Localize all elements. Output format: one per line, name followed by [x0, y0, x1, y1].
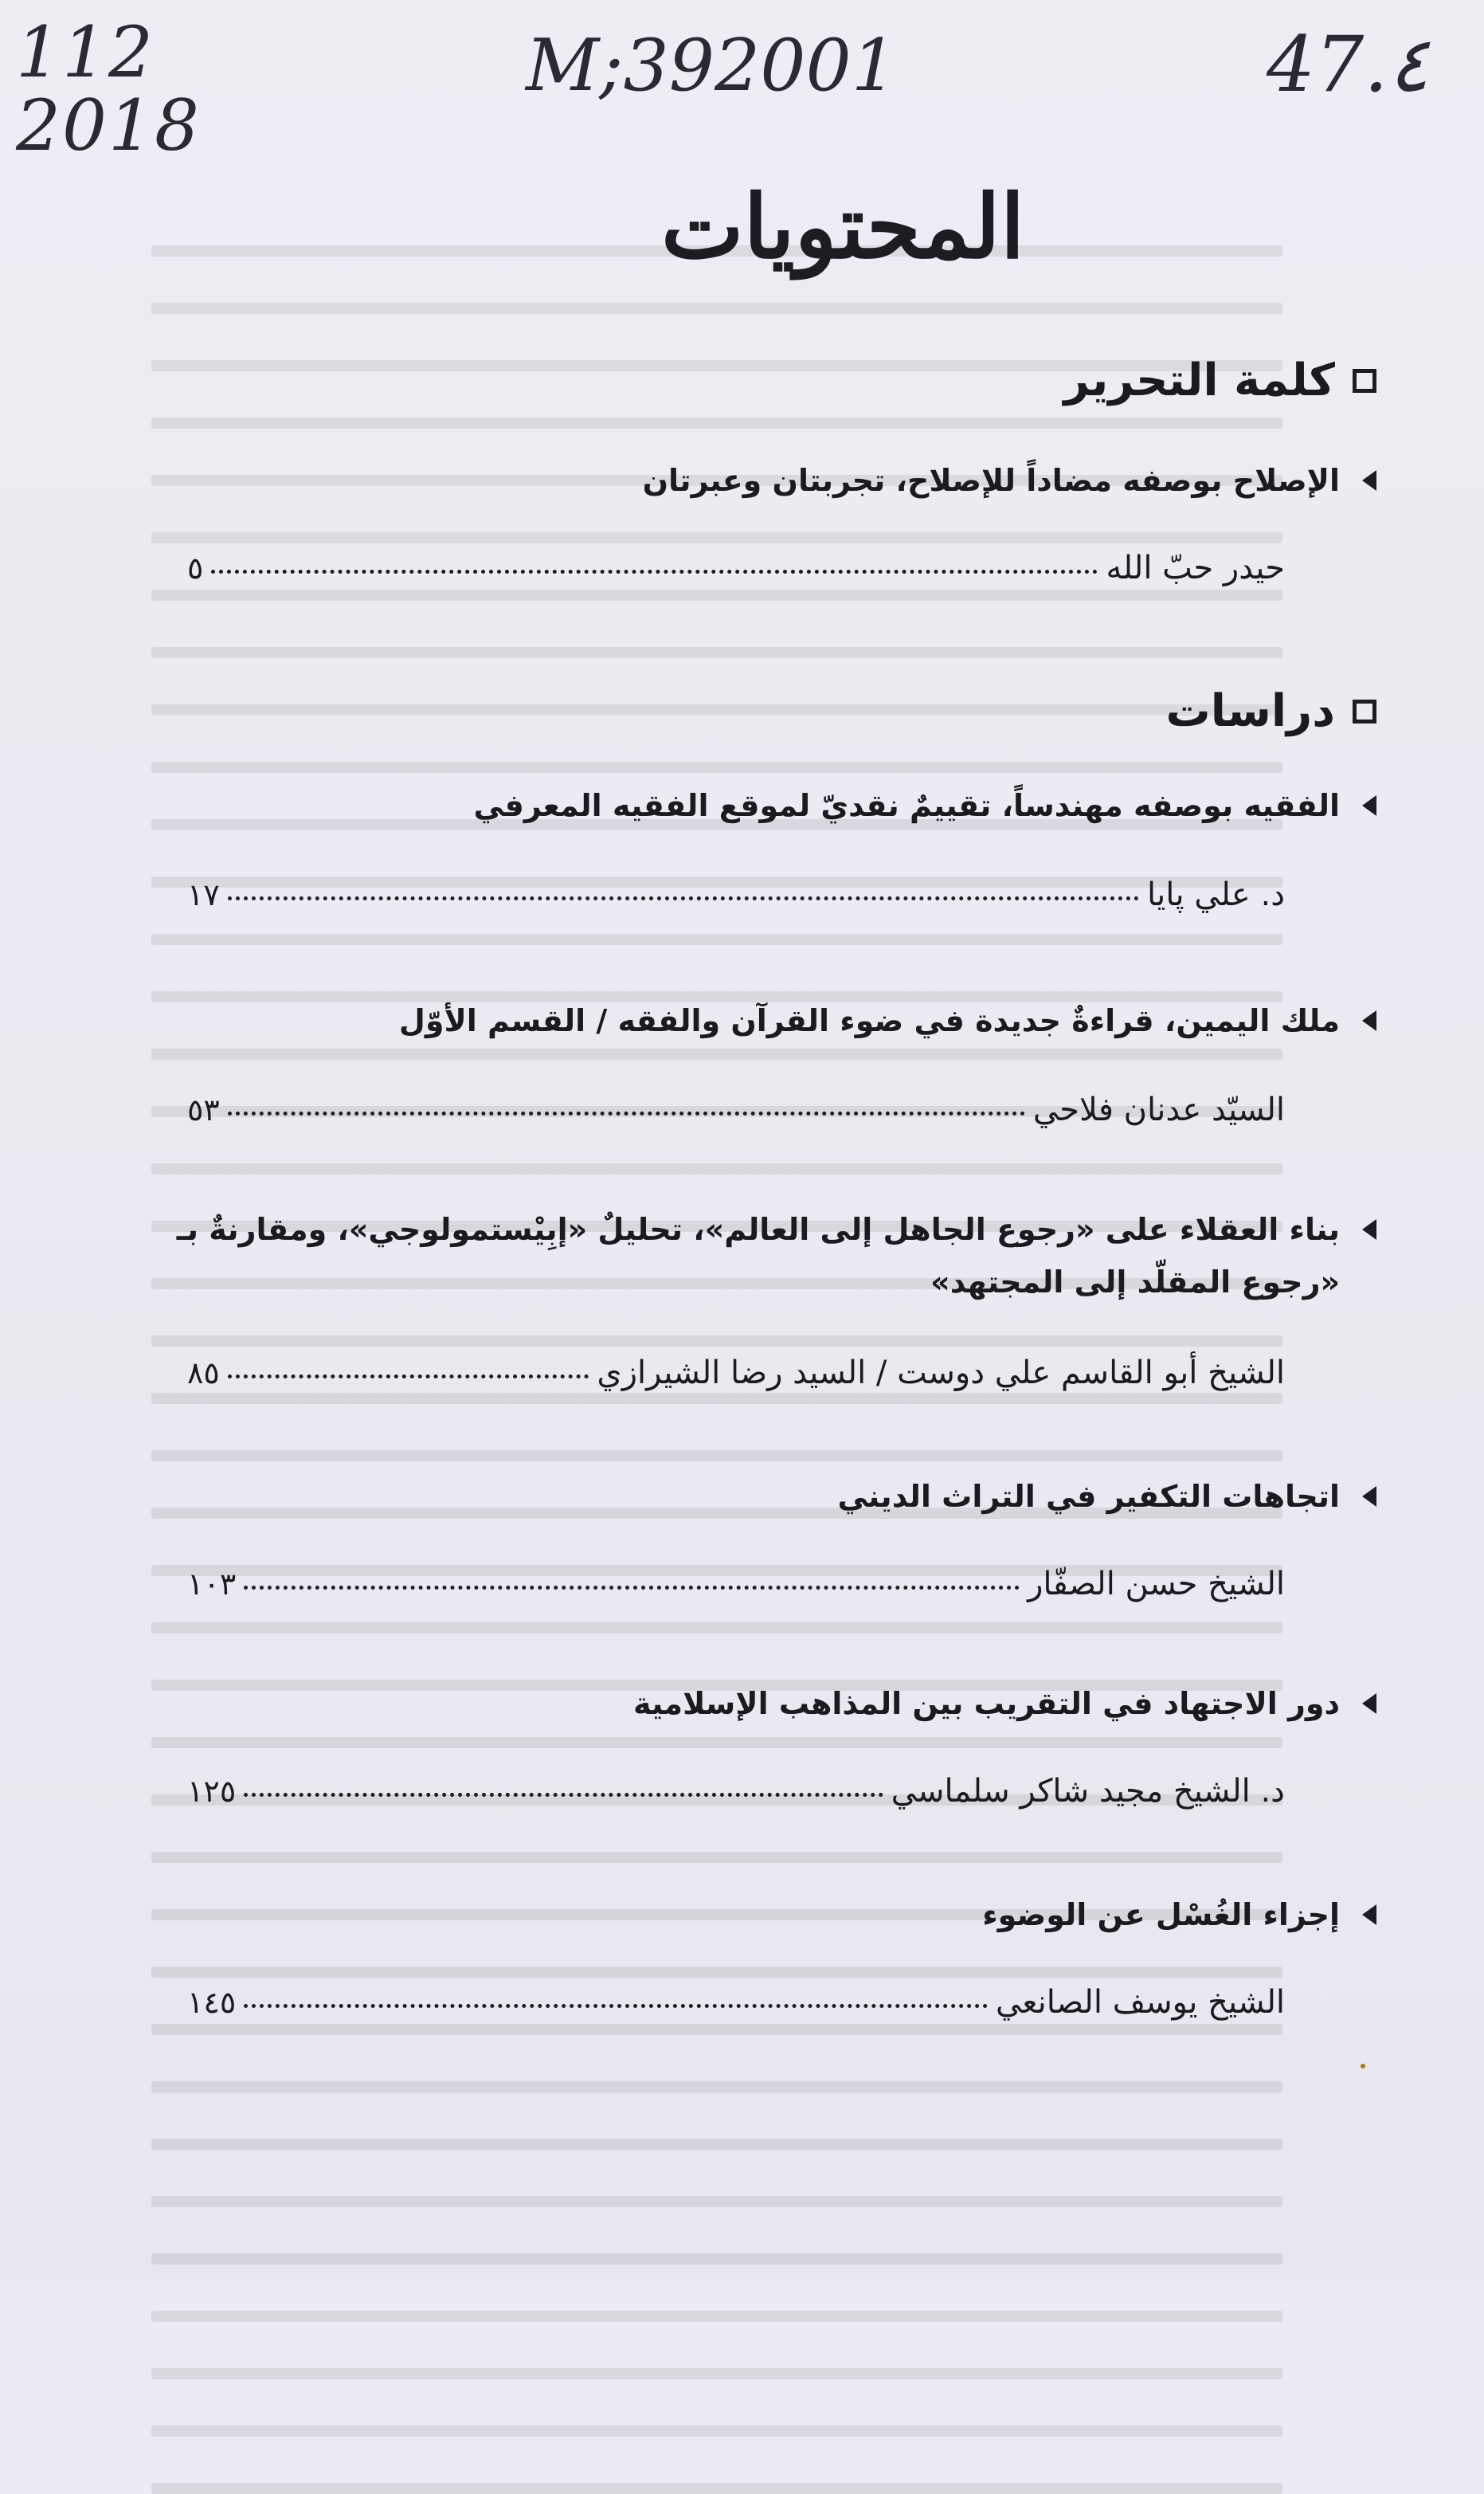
section-heading-editorial — [1063, 355, 1376, 406]
handwritten-catalog-number: M;392001 — [526, 24, 898, 108]
page-number: ٥ — [187, 551, 204, 586]
dot-leader — [228, 896, 1139, 900]
article-title: دور الاجتهاد في التقريب بين المذاهب الإسلامية — [633, 1686, 1340, 1721]
toc-author-line — [187, 550, 1285, 586]
toc-author-line — [187, 1566, 1285, 1602]
triangle-bullet-icon — [1362, 1486, 1376, 1507]
triangle-bullet-icon — [1362, 795, 1376, 816]
page-number: ٨٥ — [187, 1355, 220, 1390]
article-title: الإصلاح بوصفه مضاداً للإصلاح، تجربتان وعبرتان — [642, 463, 1340, 498]
section-heading-text: دراسات — [1165, 685, 1335, 737]
triangle-bullet-icon — [1362, 1904, 1376, 1925]
toc-entry[interactable] — [167, 1470, 1376, 1523]
dot-leader — [244, 1586, 1020, 1590]
page-number: ١٠٣ — [187, 1567, 237, 1602]
page-number: ١٧ — [187, 877, 220, 912]
section-heading-text: كلمة التحرير — [1063, 355, 1335, 406]
dot-leader — [211, 570, 1098, 574]
toc-author-line — [187, 1773, 1285, 1810]
triangle-bullet-icon — [1362, 1219, 1376, 1240]
toc-author-line — [187, 876, 1285, 913]
handwritten-note-top-right: 47.٤ — [1267, 20, 1430, 109]
triangle-bullet-icon — [1362, 1010, 1376, 1031]
checkbox-square-icon — [1353, 700, 1376, 723]
article-author: السيّد عدنان فلاحي — [1032, 1092, 1285, 1128]
article-title: ملك اليمين، قراءةٌ جديدة في ضوء القرآن والفقه / القسم الأوّل — [398, 1003, 1340, 1038]
toc-entry[interactable] — [167, 454, 1376, 507]
toc-entry[interactable] — [167, 779, 1376, 832]
toc-author-line — [187, 1984, 1285, 2021]
dot-leader — [228, 1374, 589, 1378]
toc-entry[interactable] — [167, 1677, 1376, 1730]
triangle-bullet-icon — [1362, 470, 1376, 491]
article-title: إجزاء الغُسْل عن الوضوء — [982, 1897, 1340, 1932]
article-author: د. الشيخ مجيد شاكر سلماسي — [891, 1773, 1285, 1810]
page-number: ٥٣ — [187, 1092, 220, 1127]
dot-leader — [244, 1793, 883, 1797]
article-title: بناء العقلاء على «رجوع الجاهل إلى العالم»، تحليلٌ «إبِيْستمولوجي»، ومقارنةٌ بـ «رجوع المقلّد إلى المجتهد» — [176, 1212, 1340, 1300]
toc-author-line — [187, 1092, 1285, 1128]
dot-leader — [244, 2004, 988, 2008]
page-number: ١٤٥ — [187, 1985, 237, 2020]
article-title: اتجاهات التكفير في التراث الديني — [837, 1479, 1340, 1514]
article-author: الشيخ حسن الصفّار — [1028, 1566, 1285, 1602]
article-author: د. علي پايا — [1146, 876, 1285, 913]
page-number: ١٢٥ — [187, 1774, 237, 1809]
section-heading-studies — [1165, 685, 1376, 737]
toc-author-line — [187, 1355, 1285, 1391]
article-title: الفقيه بوصفه مهندساً، تقييمٌ نقديّ لموقع الفقيه المعرفي — [473, 788, 1340, 823]
article-author: الشيخ يوسف الصانعي — [996, 1984, 1285, 2021]
page-title: المحتويات — [661, 175, 1025, 278]
dot-leader — [228, 1112, 1025, 1116]
article-author: الشيخ أبو القاسم علي دوست / السيد رضا الشيرازي — [597, 1355, 1285, 1391]
triangle-bullet-icon — [1362, 1693, 1376, 1714]
paper-speck — [1361, 2064, 1365, 2069]
checkbox-square-icon — [1353, 369, 1376, 393]
article-author: حيدر حبّ الله — [1106, 550, 1285, 586]
toc-entry[interactable] — [167, 994, 1376, 1047]
handwritten-number: 112 2018 — [16, 11, 201, 167]
toc-entry[interactable] — [167, 1888, 1376, 1941]
toc-entry[interactable] — [167, 1203, 1376, 1308]
